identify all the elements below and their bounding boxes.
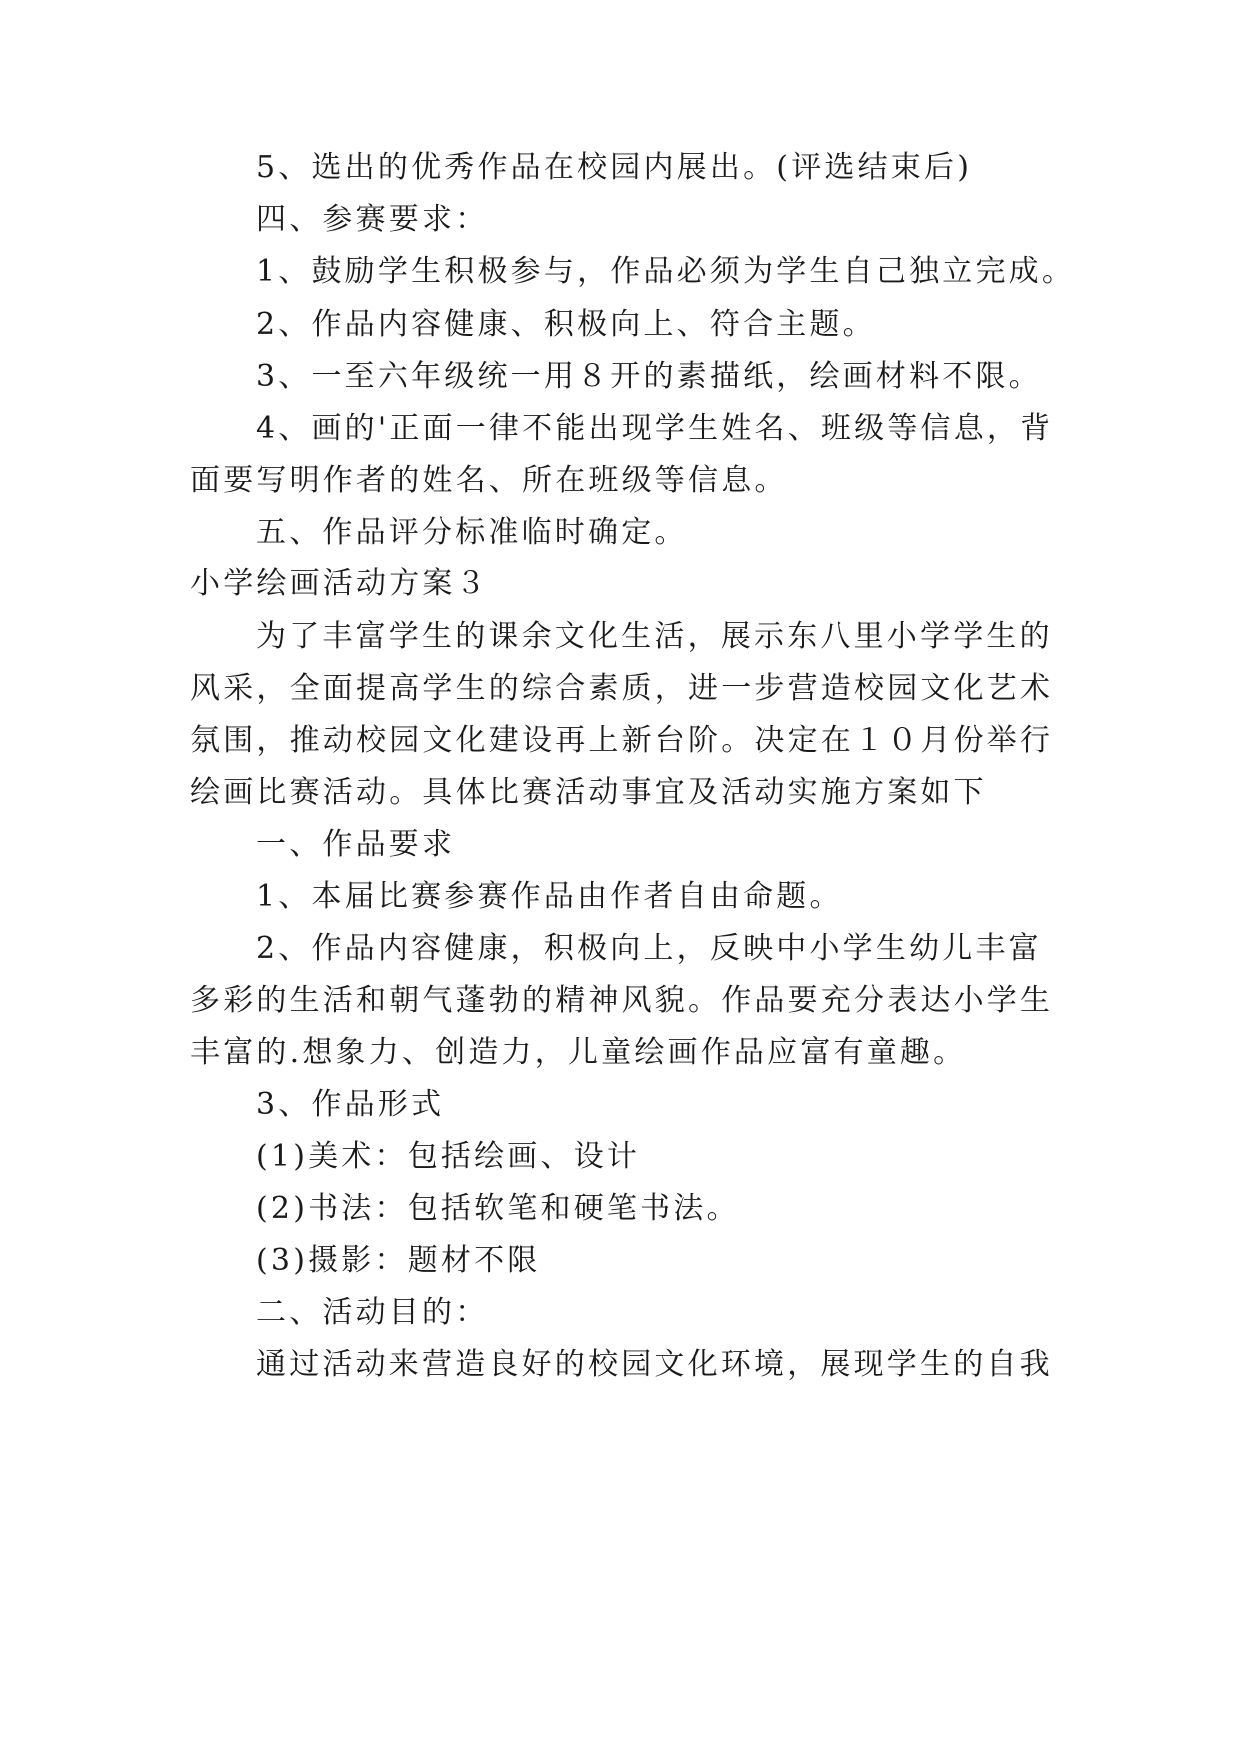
paragraph-line: 4、画的'正面一律不能出现学生姓名、班级等信息，背 [256, 411, 1054, 446]
paragraph-line: 风采，全面提高学生的综合素质，进一步营造校园文化艺术 [190, 671, 1054, 706]
section-heading: 四、参赛要求： [256, 202, 489, 237]
document-title: 小学绘画活动方案３ [190, 566, 489, 601]
paragraph-line: 面要写明作者的姓名、所在班级等信息。 [190, 463, 788, 498]
paragraph-line: (2)书法：包括软笔和硬笔书法。 [256, 1191, 740, 1226]
paragraph-line: (3)摄影：题材不限 [256, 1243, 541, 1278]
paragraph-line: 氛围，推动校园文化建设再上新台阶。决定在１０月份举行 [190, 723, 1054, 758]
paragraph-line: 1、鼓励学生积极参与，作品必须为学生自己独立完成。 [256, 254, 1076, 289]
paragraph-line: 丰富的.想象力、创造力，儿童绘画作品应富有童趣。 [190, 1035, 967, 1070]
paragraph-line: 为了丰富学生的课余文化生活，展示东八里小学学生的 [256, 619, 1053, 654]
paragraph-line: 绘画比赛活动。具体比赛活动事宜及活动实施方案如下 [190, 775, 987, 810]
section-heading: 一、作品要求 [256, 827, 456, 862]
paragraph-line: (1)美术：包括绘画、设计 [256, 1139, 641, 1174]
paragraph-line: 5、选出的优秀作品在校园内展出。(评选结束后) [256, 150, 973, 185]
paragraph-line: 2、作品内容健康、积极向上、符合主题。 [256, 307, 876, 342]
paragraph-line: 2、作品内容健康，积极向上，反映中小学生幼儿丰富 [256, 931, 1042, 966]
paragraph-line: 3、一至六年级统一用８开的素描纸，绘画材料不限。 [256, 359, 1042, 394]
paragraph-line: 多彩的生活和朝气蓬勃的精神风貌。作品要充分表达小学生 [190, 983, 1054, 1018]
section-heading: 二、活动目的： [256, 1295, 489, 1330]
paragraph-line: 3、作品形式 [256, 1087, 445, 1122]
paragraph-line: 1、本届比赛参赛作品由作者自由命题。 [256, 879, 843, 914]
paragraph-line: 通过活动来营造良好的校园文化环境，展现学生的自我 [256, 1347, 1053, 1382]
section-heading: 五、作品评分标准临时确定。 [256, 515, 688, 550]
